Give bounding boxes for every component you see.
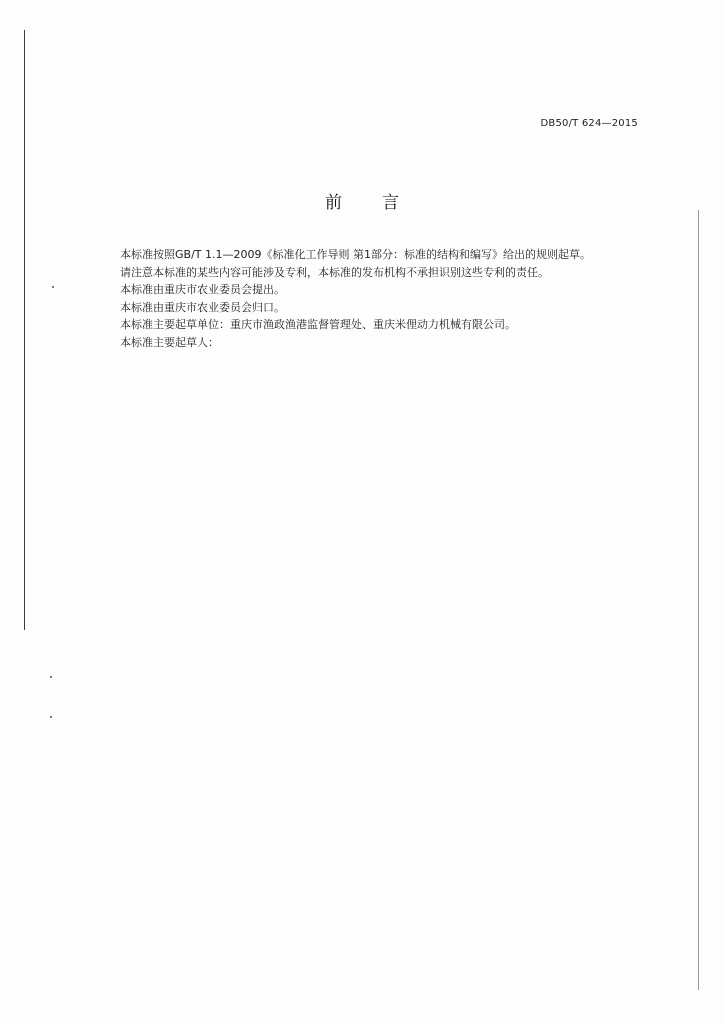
scan-speck — [50, 716, 52, 718]
paragraph-proposer: 本标准由重庆市农业委员会提出。 — [120, 283, 285, 296]
standard-code: DB50/T 624—2015 — [540, 118, 638, 129]
scan-binding-edge — [24, 30, 25, 630]
scan-right-edge — [698, 210, 699, 990]
foreword-body — [120, 246, 650, 351]
paragraph-drafting-rules: 本标准按照GB/T 1.1—2009《标准化工作导则 第1部分：标准的结构和编写》给出的规则起草。 — [120, 248, 591, 261]
paragraph-centralized-unit: 本标准由重庆市农业委员会归口。 — [120, 300, 285, 314]
scan-speck — [50, 676, 52, 678]
paragraph-patent-notice: 请注意本标准的某些内容可能涉及专利，本标准的发布机构不承担识别这些专利的责任。 — [120, 265, 549, 279]
paragraph-drafters: 本标准主要起草人： — [120, 335, 219, 349]
paragraph-drafting-units: 本标准主要起草单位：重庆市渔政渔港监督管理处、重庆米俚动力机械有限公司。 — [120, 318, 516, 331]
scan-speck — [52, 286, 54, 288]
title-char-1: 前 — [325, 193, 342, 213]
page-title — [0, 188, 724, 213]
title-char-2: 言 — [382, 193, 399, 213]
